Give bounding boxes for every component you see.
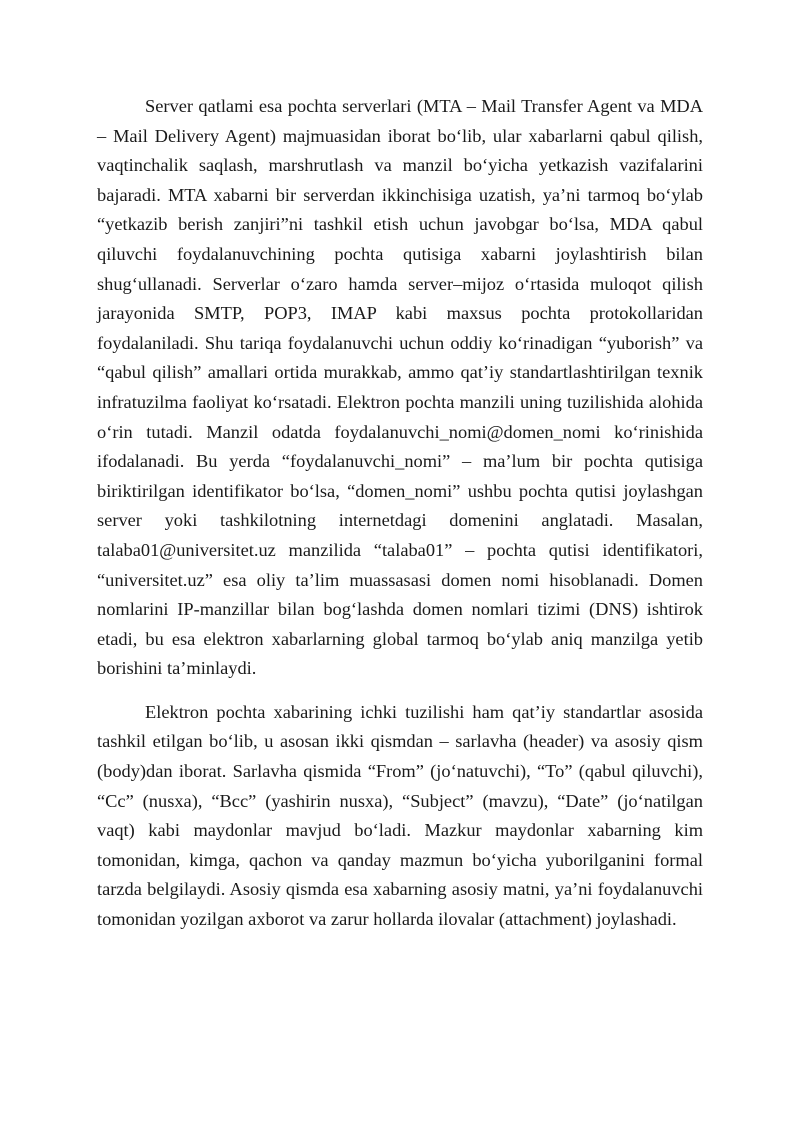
paragraph-message-structure: Elektron pochta xabarining ichki tuzilishi ham qat’iy standartlar asosida tashkil etilgan bo‘lib, u asosan ikki qismdan – sarlavha (header) va asosiy qism (body)dan iborat. Sarlavha qismida “From” (jo‘natuvchi), “To” (qabul qiluvchi), “Cc” (nusxa), “Bcc” (yashirin nusxa), “Subject” (mavzu), “Date” (jo‘natilgan vaqt) kabi maydonlar mavjud bo‘ladi. Mazkur maydonlar xabarning kim tomonidan, kimga, qachon va qanday mazmun bo‘yicha yuborilganini formal tarzda belgilaydi. Asosiy qismda esa xabarning asosiy matni, ya’ni foydalanuvchi tomonidan yozilgan axborot va zarur hollarda ilovalar (attachment) joylashadi. (97, 701, 703, 930)
paragraph-server-layer: Server qatlami esa pochta serverlari (MTA – Mail Transfer Agent va MDA – Mail Delivery Agent) majmuasidan iborat bo‘lib, ular xabarlarni qabul qilish, vaqtinchalik saqlash, marshrutlash va manzil bo‘yicha yetkazish vazifalarini bajaradi. MTA xabarni bir serverdan ikkinchisiga uzatish, ya’ni tarmoq bo‘ylab “yetkazib berish zanjiri”ni tashkil etish uchun javobgar bo‘lsa, MDA qabul qiluvchi foydalanuvchining pochta qutisiga xabarni joylashtirish bilan shug‘ullanadi. Serverlar o‘zaro hamda server–mijoz o‘rtasida muloqot qilish jarayonida SMTP, POP3, IMAP kabi maxsus pochta protokollaridan foydalaniladi. Shu tariqa foydalanuvchi uchun oddiy ko‘rinadigan “yuborish” va “qabul qilish” amallari ortida murakkab, ammo qat’iy standartlashtirilgan texnik infratuzilma faoliyat ko‘rsatadi. Elektron pochta manzili uning tuzilishida alohida o‘rin tutadi. Manzil odatda foydalanuvchi_nomi@domen_nomi ko‘rinishida ifodalanadi. Bu yerda “foydalanuvchi_nomi” – ma’lum bir pochta qutisiga biriktirilgan identifikator bo‘lsa, “domen_nomi” ushbu pochta qutisi joylashgan server yoki tashkilotning internetdagi domenini anglatadi. Masalan, talaba01@universitet.uz manzilida “talaba01” – pochta qutisi identifikatori, “universitet.uz” esa oliy ta’lim muassasasi domen nomi hisoblanadi. Domen nomlarini IP-manzillar bilan bog‘lashda domen nomlari tizimi (DNS) ishtirok etadi, bu esa elektron xabarlarning global tarmoq bo‘ylab aniq manzilga yetib borishini ta’minlaydi. (97, 96, 703, 679)
document-page (97, 92, 703, 935)
